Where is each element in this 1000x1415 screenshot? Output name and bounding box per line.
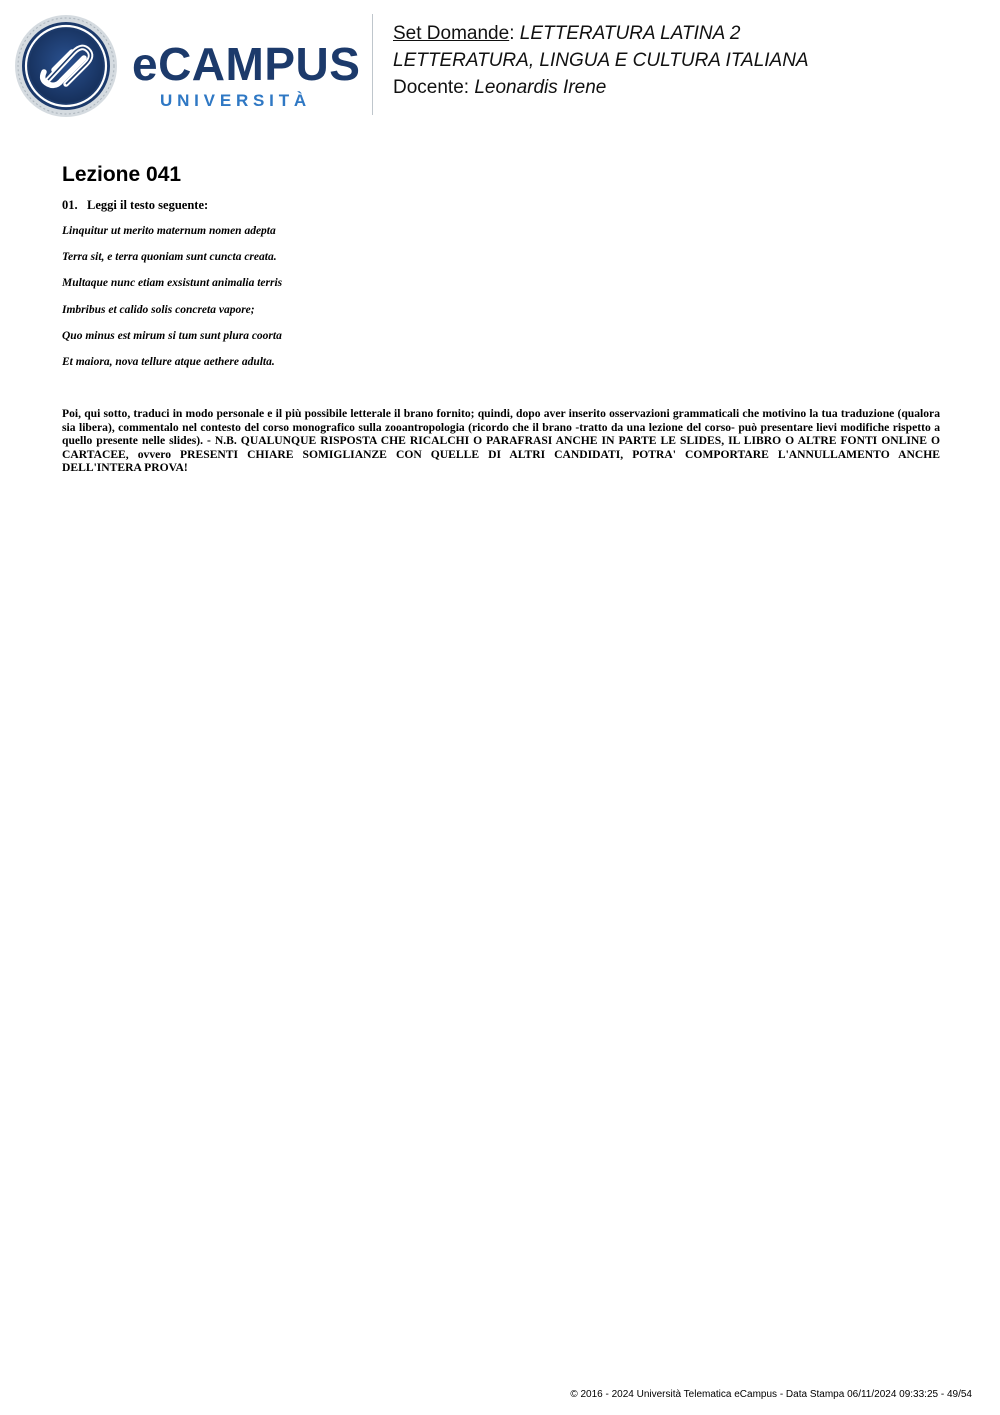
verse-line: Et maiora, nova tellure atque aethere adulta. [62,355,275,368]
teacher-name: Leonardis Irene [474,77,607,98]
svg-text:eCAMPUS: eCAMPUS [132,38,361,90]
header-divider [372,14,373,115]
course-info [393,20,809,101]
latin-verses [62,223,282,380]
verse-line: Multaque nunc etiam exsistunt animalia terris [62,277,283,290]
question-heading [62,197,208,213]
set-domande-line [393,20,809,47]
course-name-primary: LETTERATURA LATINA 2 [519,23,741,44]
teacher-label: Docente: [393,77,470,98]
page-footer: © 2016 - 2024 Università Telematica eCampus - Data Stampa 06/11/2024 09:33:25 - 49/54 [570,1389,972,1400]
set-domande-separator: : [509,23,515,44]
teacher-line [393,74,809,101]
lesson-title: Lezione 041 [62,163,182,186]
svg-text:UNIVERSITÀ: UNIVERSITÀ [160,91,311,110]
verse-line: Imbribus et calido solis concreta vapore; [62,303,255,316]
set-domande-label: Set Domande [393,23,510,44]
question-number: 01. [62,198,78,212]
ecampus-seal-icon [14,14,118,118]
question-prompt: Leggi il testo seguente: [87,198,209,212]
verse-line: Quo minus est mirum si tum sunt plura coorta [62,329,282,342]
page-header [0,0,1000,130]
question-instructions: Poi, qui sotto, traduci in modo personale e il più possibile letterale il brano fornito; quindi, dopo aver inserito osservazioni grammaticali che motivino la tua traduzione (qualora sia libera), commentalo nel contesto del corso monografico sulla zooantropologia (ricordo che il brano -tratto da una lezione del corso- può presentare lievi modifiche rispetto a quello presente nelle slides). - N.B. QUALUNQUE RISPOSTA CHE RICALCHI O PARAFRASI ANCHE IN PARTE LE SLIDES, IL LIBRO O ALTRE FONTI ONLINE O CARTACEE, ovvero PRESENTI CHIARE SOMIGLIANZE CON QUELLE DI ALTRI CANDIDATI, POTRA' COMPORTARE L'ANNULLAMENTO ANCHE DELL'INTERA PROVA! [62,407,940,474]
verse-line: Linquitur ut merito maternum nomen adepta [62,225,276,237]
ecampus-logo-wordmark [132,36,362,112]
course-name-secondary: LETTERATURA, LINGUA E CULTURA ITALIANA [393,50,809,71]
verse-line: Terra sit, e terra quoniam sunt cuncta creata. [62,251,277,264]
